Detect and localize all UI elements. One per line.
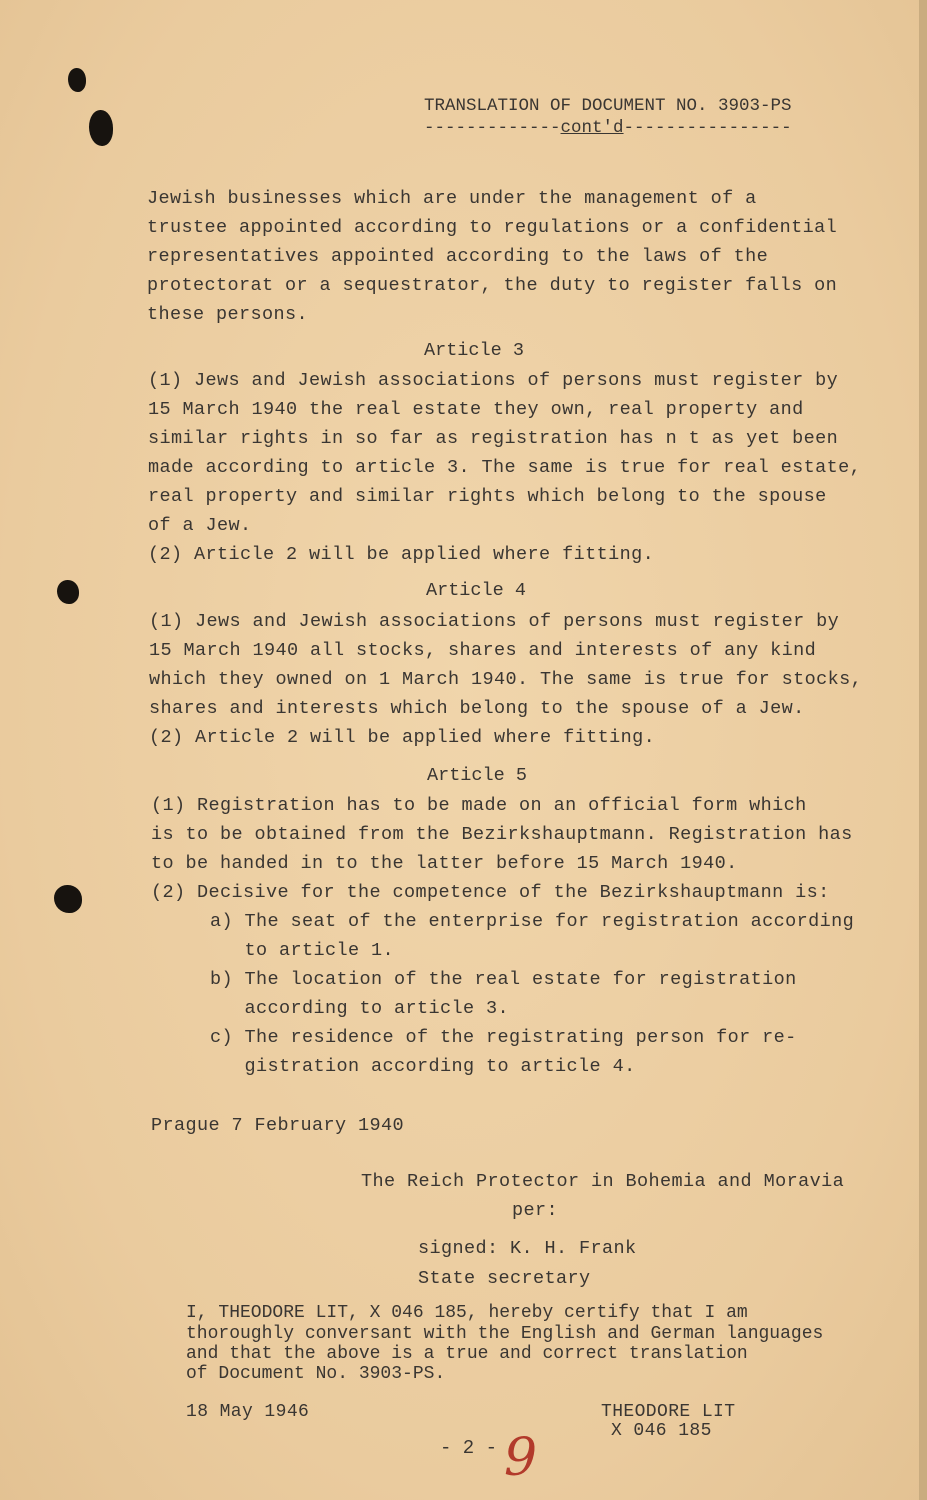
handwritten-page-number: 9 (504, 1428, 538, 1488)
article-4-line: (1) Jews and Jewish associations of persons must register by (149, 611, 840, 632)
article-3-heading: Article 3 (424, 340, 524, 361)
signature-position: State secretary (418, 1268, 591, 1289)
signature-authority: The Reich Protector in Bohemia and Moravia (361, 1171, 845, 1192)
article-3-line: (2) Article 2 will be applied where fitting. (148, 544, 655, 565)
punch-hole (89, 110, 113, 146)
certification-line: of Document No. 3903-PS. (186, 1364, 446, 1384)
article-5-line: (1) Registration has to be made on an official form which (151, 795, 807, 816)
certification-line: I, THEODORE LIT, X 046 185, hereby certify that I am (186, 1303, 748, 1323)
page-number: - 2 - (440, 1437, 498, 1459)
intro-line: these persons. (147, 304, 309, 325)
article-3-line: made according to article 3. The same is true for real estate, (148, 457, 862, 478)
article-4-line: which they owned on 1 March 1940. The same is true for stocks, (149, 669, 863, 690)
article-5-item: to article 1. (210, 940, 395, 961)
signature-per: per: (512, 1200, 559, 1221)
certification-line: thoroughly conversant with the English and German languages (186, 1324, 824, 1344)
article-3-line: (1) Jews and Jewish associations of persons must register by (148, 370, 839, 391)
article-4-line: (2) Article 2 will be applied where fitting. (149, 727, 656, 748)
article-5-heading: Article 5 (427, 765, 527, 786)
article-5-line: (2) Decisive for the competence of the Bezirkshauptmann is: (151, 882, 830, 903)
article-5-line: to be handed in to the latter before 15 March 1940. (151, 853, 738, 874)
article-5-line: is to be obtained from the Bezirkshauptmann. Registration has (151, 824, 853, 845)
certification-date: 18 May 1946 (186, 1402, 310, 1422)
intro-line: trustee appointed according to regulations or a confidential (147, 217, 838, 238)
punch-hole (68, 68, 86, 92)
article-5-item: according to article 3. (210, 998, 510, 1019)
signature-signed: signed: K. H. Frank (418, 1238, 637, 1259)
translator-id: X 046 185 (611, 1421, 712, 1441)
intro-line: Jewish businesses which are under the management of a (147, 188, 757, 209)
article-5-item: a) The seat of the enterprise for registration according (210, 911, 855, 932)
article-3-line: 15 March 1940 the real estate they own, real property and (148, 399, 804, 420)
article-4-line: shares and interests which belong to the spouse of a Jew. (149, 698, 805, 719)
document-title: TRANSLATION OF DOCUMENT NO. 3903-PS (424, 96, 792, 116)
document-subtitle: -------------cont'd---------------- (424, 118, 792, 138)
article-3-line: real property and similar rights which belong to the spouse (148, 486, 827, 507)
page-edge (919, 0, 927, 1500)
punch-hole (57, 580, 79, 604)
article-3-line: of a Jew. (148, 515, 252, 536)
article-4-line: 15 March 1940 all stocks, shares and interests of any kind (149, 640, 817, 661)
article-5-item: b) The location of the real estate for registration (210, 969, 797, 990)
article-4-heading: Article 4 (426, 580, 526, 601)
punch-hole (54, 885, 82, 913)
article-3-line: similar rights in so far as registration has n t as yet been (148, 428, 839, 449)
translator-name: THEODORE LIT (601, 1402, 736, 1422)
article-5-item: gistration according to article 4. (210, 1056, 636, 1077)
article-5-item: c) The residence of the registrating person for re- (210, 1027, 797, 1048)
certification-line: and that the above is a true and correct translation (186, 1344, 748, 1364)
intro-line: representatives appointed according to the laws of the (147, 246, 769, 267)
place-date: Prague 7 February 1940 (151, 1115, 405, 1136)
intro-line: protectorat or a sequestrator, the duty to register falls on (147, 275, 838, 296)
